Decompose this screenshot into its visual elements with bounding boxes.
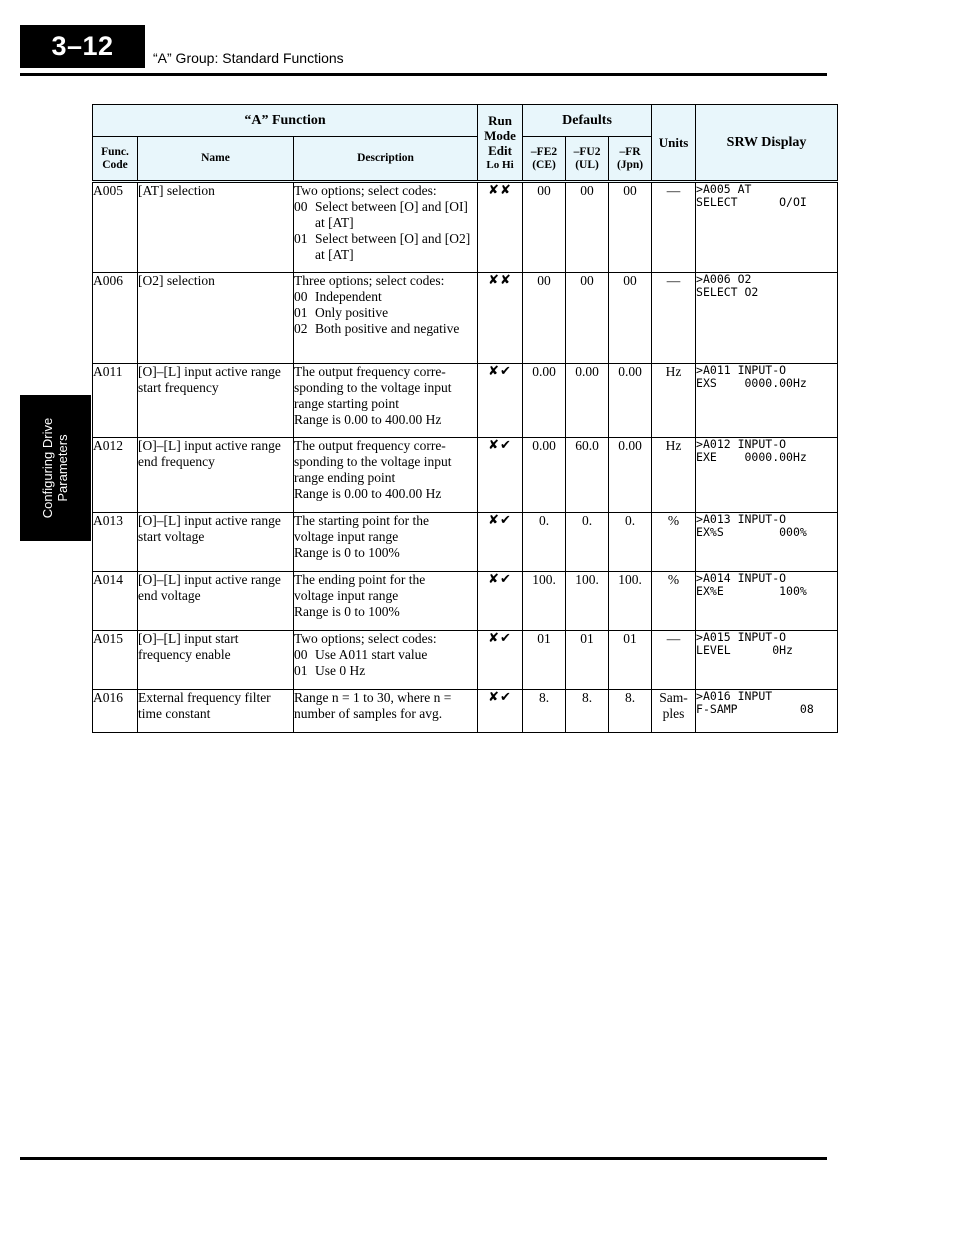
srw-display-cell: >A005 AT SELECT O/OI	[696, 182, 838, 273]
func-code-cell: A016	[93, 690, 138, 733]
default-fr-cell: 0.	[609, 513, 652, 572]
name-header: Name	[138, 137, 294, 182]
table-row	[93, 690, 838, 733]
side-tab-label	[41, 418, 71, 518]
table-row	[93, 364, 838, 438]
run-mode-edit-cell: ✘✔	[478, 364, 523, 438]
default-fr-cell: 100.	[609, 572, 652, 631]
description-cell: The output frequency corre- sponding to the voltage input range starting point Range is 0.00 to 400.00 Hz	[294, 364, 478, 438]
side-tab-line2: Parameters	[55, 434, 71, 502]
run-mode-edit-cell: ✘✔	[478, 438, 523, 513]
srw-display-cell: >A006 O2 SELECT O2	[696, 273, 838, 364]
units-cell: %	[652, 572, 696, 631]
units-cell: —	[652, 182, 696, 273]
default-fu2-cell: 0.	[566, 513, 609, 572]
srw-display-cell: >A015 INPUT-O LEVEL 0Hz	[696, 631, 838, 690]
default-fe2-cell: 01	[523, 631, 566, 690]
run-mode-edit-header: Run Mode Edit Lo Hi	[478, 105, 523, 182]
side-tab-line1: Configuring Drive	[40, 417, 56, 519]
srw-display-cell: >A013 INPUT-O EX%S 000%	[696, 513, 838, 572]
default-fe2-cell: 0.00	[523, 364, 566, 438]
units-cell: —	[652, 273, 696, 364]
table-row	[93, 438, 838, 513]
description-header: Description	[294, 137, 478, 182]
default-fu2-cell: 60.0	[566, 438, 609, 513]
page-number: 3–12	[51, 31, 114, 61]
default-fe2-cell: 0.00	[523, 438, 566, 513]
func-code-cell: A013	[93, 513, 138, 572]
run-mode-edit-cell: ✘✘	[478, 182, 523, 273]
run-mode-edit-cell: ✘✔	[478, 631, 523, 690]
description-cell: Two options; select codes: 00 Use A011 start value 01 Use 0 Hz	[294, 631, 478, 690]
units-cell: Hz	[652, 438, 696, 513]
table-row	[93, 182, 838, 273]
run-mode-edit-cell: ✘✔	[478, 690, 523, 733]
default-fe2-cell: 8.	[523, 690, 566, 733]
page-number-badge	[20, 25, 145, 68]
func-code-cell: A006	[93, 273, 138, 364]
name-cell: [O]–[L] input active range end voltage	[138, 572, 294, 631]
default-fr-cell: 01	[609, 631, 652, 690]
default-fe2-cell: 00	[523, 182, 566, 273]
parameter-table	[92, 104, 838, 733]
fr-header: –FR (Jpn)	[609, 137, 652, 182]
default-fr-cell: 0.00	[609, 364, 652, 438]
run-mode-edit-cell: ✘✔	[478, 513, 523, 572]
default-fe2-cell: 00	[523, 273, 566, 364]
units-cell: —	[652, 631, 696, 690]
run-mode-edit-cell: ✘✘	[478, 273, 523, 364]
units-cell: Hz	[652, 364, 696, 438]
srw-display-cell: >A012 INPUT-O EXE 0000.00Hz	[696, 438, 838, 513]
name-cell: [O]–[L] input active range start frequency	[138, 364, 294, 438]
chapter-side-tab	[20, 395, 91, 541]
units-cell: %	[652, 513, 696, 572]
table-row	[93, 273, 838, 364]
defaults-header: Defaults	[523, 105, 652, 137]
description-cell: The ending point for the voltage input range Range is 0 to 100%	[294, 572, 478, 631]
table-row	[93, 631, 838, 690]
header-rule	[20, 73, 827, 76]
func-code-cell: A012	[93, 438, 138, 513]
func-code-header: Func. Code	[93, 137, 138, 182]
name-cell: [AT] selection	[138, 182, 294, 273]
func-code-cell: A011	[93, 364, 138, 438]
default-fu2-cell: 00	[566, 273, 609, 364]
default-fr-cell: 00	[609, 273, 652, 364]
func-code-cell: A005	[93, 182, 138, 273]
description-cell: The output frequency corre- sponding to the voltage input range ending point Range is 0.00 to 400.00 Hz	[294, 438, 478, 513]
name-cell: [O]–[L] input active range end frequency	[138, 438, 294, 513]
default-fu2-cell: 00	[566, 182, 609, 273]
section-title: “A” Group: Standard Functions	[153, 50, 344, 66]
func-code-cell: A015	[93, 631, 138, 690]
table-row	[93, 513, 838, 572]
srw-display-header: SRW Display	[696, 105, 838, 182]
default-fu2-cell: 8.	[566, 690, 609, 733]
run-mode-edit-cell: ✘✔	[478, 572, 523, 631]
units-header: Units	[652, 105, 696, 182]
name-cell: [O]–[L] input start frequency enable	[138, 631, 294, 690]
default-fu2-cell: 0.00	[566, 364, 609, 438]
srw-display-cell: >A016 INPUT F-SAMP 08	[696, 690, 838, 733]
default-fr-cell: 8.	[609, 690, 652, 733]
srw-display-cell: >A014 INPUT-O EX%E 100%	[696, 572, 838, 631]
fu2-header: –FU2 (UL)	[566, 137, 609, 182]
name-cell: External frequency filter time constant	[138, 690, 294, 733]
units-cell: Sam-ples	[652, 690, 696, 733]
default-fu2-cell: 01	[566, 631, 609, 690]
description-cell: Three options; select codes: 00 Independent 01 Only positive 02 Both positive and negative	[294, 273, 478, 364]
default-fe2-cell: 0.	[523, 513, 566, 572]
description-cell: The starting point for the voltage input range Range is 0 to 100%	[294, 513, 478, 572]
name-cell: [O2] selection	[138, 273, 294, 364]
srw-display-cell: >A011 INPUT-O EXS 0000.00Hz	[696, 364, 838, 438]
description-cell: Two options; select codes: 00 Select between [O] and [OI] at [AT] 01 Select between [O] and [O2] at [AT]	[294, 182, 478, 273]
name-cell: [O]–[L] input active range start voltage	[138, 513, 294, 572]
fe2-header: –FE2 (CE)	[523, 137, 566, 182]
footer-rule	[20, 1157, 827, 1160]
a-function-header: “A” Function	[93, 105, 478, 137]
table-row	[93, 572, 838, 631]
description-cell: Range n = 1 to 30, where n = number of samples for avg.	[294, 690, 478, 733]
func-code-cell: A014	[93, 572, 138, 631]
default-fu2-cell: 100.	[566, 572, 609, 631]
default-fr-cell: 00	[609, 182, 652, 273]
default-fr-cell: 0.00	[609, 438, 652, 513]
default-fe2-cell: 100.	[523, 572, 566, 631]
